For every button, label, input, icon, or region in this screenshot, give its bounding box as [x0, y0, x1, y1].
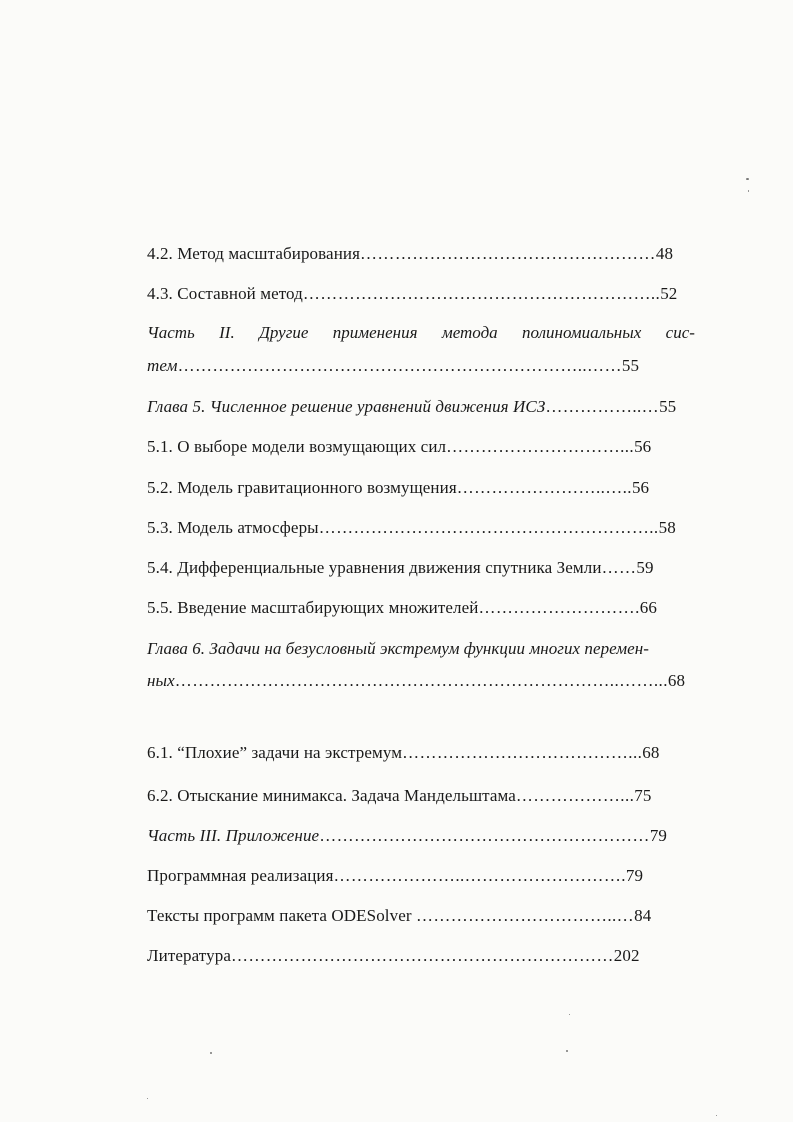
scan-speck [716, 1115, 717, 1116]
toc-leader-dots: …………………………... [446, 437, 635, 456]
toc-entry-title: Глава 5. Численное решение уравнений движения ИСЗ [147, 397, 546, 416]
toc-entry-chapter-6-line-2 [147, 670, 685, 692]
toc-entry-title: 4.3. Составной метод [147, 284, 303, 303]
toc-leader-dots: …………………………………………… [360, 244, 656, 263]
toc-entry-5-3 [147, 517, 676, 539]
toc-word: Часть [147, 323, 195, 342]
toc-leader-dots: ……………………………..… [415, 906, 635, 925]
toc-leader-dots: ………………... [515, 786, 635, 805]
toc-entry-software-implementation [147, 865, 643, 887]
toc-entry-part-2-line-1 [147, 322, 695, 344]
toc-entry-title: 5.4. Дифференциальные уравнения движения спутника Земли [147, 558, 602, 577]
toc-leader-dots: ………………………. [478, 598, 640, 617]
toc-word: сис- [665, 323, 695, 342]
toc-entry-4-3 [147, 283, 677, 305]
toc-page-number: 48 [655, 244, 674, 263]
toc-entry-title: 5.2. Модель гравитационного возмущения [147, 478, 457, 497]
toc-word: полиномиальных [522, 323, 642, 342]
toc-page-number: 56 [634, 437, 652, 456]
toc-entry-title: 6.2. Отыскание минимакса. Задача Мандельштама [147, 786, 516, 805]
toc-entry-title: тем [147, 356, 178, 375]
toc-leader-dots: …………………………………………………………………..……... [174, 671, 668, 690]
toc-entry-references [147, 945, 640, 967]
toc-page-number: 52 [660, 284, 678, 303]
toc-word: Другие [259, 323, 309, 342]
toc-leader-dots: ……………………..….. [456, 478, 632, 497]
toc-entry-5-1 [147, 436, 651, 458]
toc-entry-title: ных [147, 671, 175, 690]
toc-entry-title: Программная реализация [147, 866, 334, 885]
toc-entry-title: 5.5. Введение масштабирующих множителей [147, 598, 479, 617]
toc-entry-5-4 [147, 557, 654, 579]
toc-page-number: 56 [631, 478, 650, 497]
toc-page-number: 55 [659, 397, 677, 416]
scan-speck [748, 190, 749, 192]
toc-page-number: 66 [639, 598, 657, 617]
toc-leader-dots: …………………..………………………. [333, 866, 626, 885]
toc-word: метода [441, 323, 498, 342]
toc-entry-chapter-6-line-1 [147, 638, 649, 660]
toc-page-number: 68 [642, 743, 660, 762]
toc-entry-title: Тексты программ пакета ODESolver [147, 906, 416, 925]
toc-entry-part-3 [147, 825, 667, 847]
scan-speck [210, 1052, 212, 1054]
toc-page-number: 58 [658, 518, 676, 537]
scan-speck [147, 1098, 148, 1099]
toc-leader-dots: ………………………………………………… [319, 826, 650, 845]
toc-leader-dots: …… [601, 558, 637, 577]
toc-entry-title: Глава 6. Задачи на безусловный экстремум функции многих перемен- [147, 639, 649, 658]
toc-entry-5-2 [147, 477, 649, 499]
toc-entry-4-2 [147, 243, 673, 265]
toc-entry-chapter-5 [147, 396, 676, 418]
toc-leader-dots: ………………………………………………………… [230, 946, 614, 965]
toc-entry-5-5 [147, 597, 657, 619]
toc-page-number: 79 [649, 826, 668, 845]
toc-leader-dots: …………………………………... [402, 743, 643, 762]
toc-page-number: 202 [613, 946, 640, 965]
toc-word: II. [219, 323, 235, 342]
toc-entry-6-2 [147, 785, 651, 807]
toc-page-number: 55 [621, 356, 640, 375]
toc-page-number: 59 [636, 558, 654, 577]
toc-page-number: 75 [634, 786, 652, 805]
toc-page-number: 84 [634, 906, 652, 925]
toc-leader-dots: …………………………………………………….. [302, 284, 661, 303]
scan-speck [569, 1014, 570, 1015]
toc-page-number: 79 [625, 866, 644, 885]
toc-leader-dots: ……………..… [545, 397, 660, 416]
toc-word: применения [332, 323, 418, 342]
scan-speck [566, 1050, 568, 1052]
toc-entry-program-texts [147, 905, 651, 927]
toc-page-number: 68 [667, 671, 686, 690]
toc-entry-title: 6.1. “Плохие” задачи на экстремум [147, 743, 403, 762]
toc-entry-title: 4.2. Метод масштабирования [147, 244, 361, 263]
toc-entry-title: Литература [147, 946, 231, 965]
toc-leader-dots: ……………………………………………………………..…… [177, 356, 622, 375]
toc-entry-title: 5.1. О выборе модели возмущающих сил [147, 437, 447, 456]
toc-leader-dots: ………………………………………………….. [318, 518, 659, 537]
toc-entry-6-1 [147, 742, 659, 764]
toc-entry-part-2-line-2 [147, 355, 639, 377]
scan-speck [746, 178, 749, 180]
toc-entry-title: Часть III. Приложение [147, 826, 320, 845]
toc-entry-title: 5.3. Модель атмосферы [147, 518, 319, 537]
